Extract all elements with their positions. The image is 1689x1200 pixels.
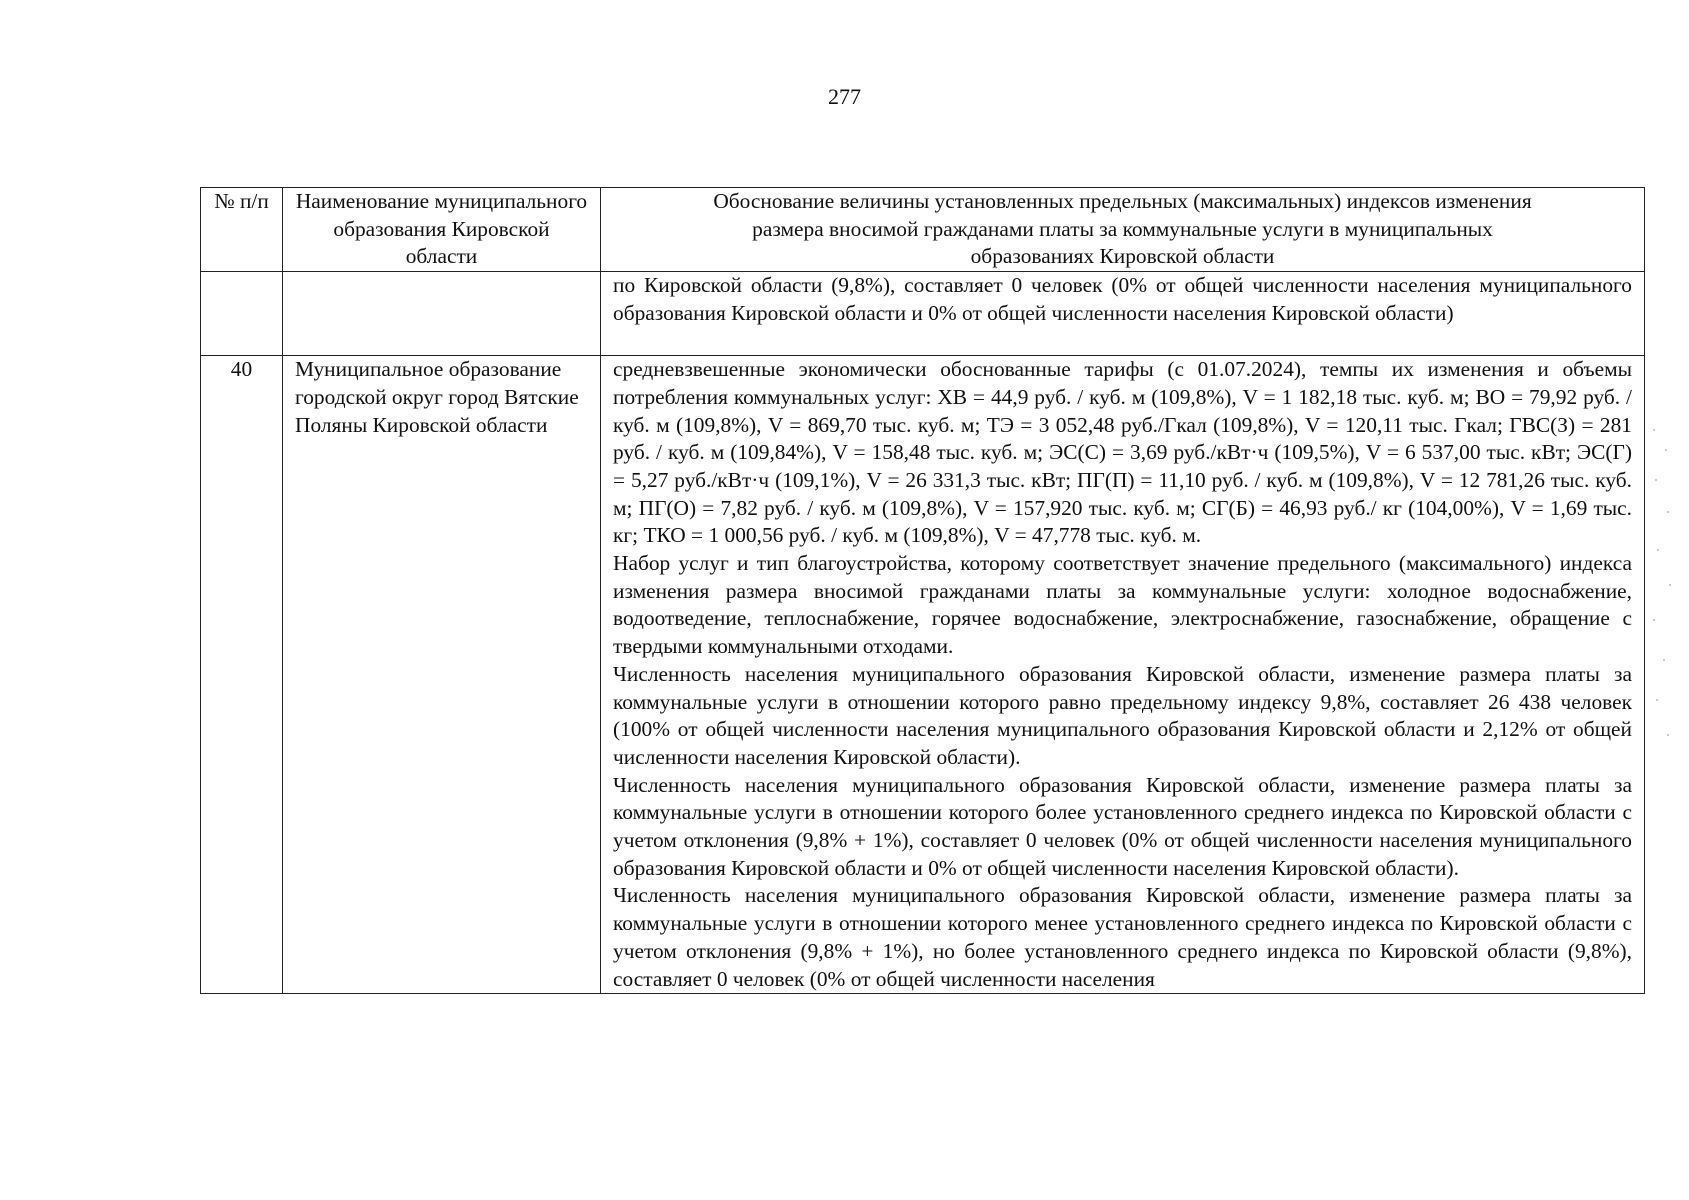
continuation-number-cell [201,272,283,356]
table-row-40 [201,356,1645,994]
header-municipality-label: Наименование муниципального образования Кировской области [295,189,588,269]
population-equal-index-paragraph: Численность населения муниципального образования Кировской области, изменение размера платы за коммунальные услуги в отношении которого равно предельному индексу 9,8%, составляет 26 438 человек (100% от общей численности населения муниципального образования Кировской области и 2,12% от общей численности населения Кировской области). [613,661,1632,769]
justification-cell [601,356,1645,994]
header-number-label: № п/п [214,189,269,213]
continuation-name-cell [283,272,601,356]
services-set-paragraph: Набор услуг и тип благоустройства, которому соответствует значение предельного (максимального) индекса изменения размера вносимой гражданами платы за коммунальные услуги: холодное водоснабжение, водоотведение, теплоснабжение, горячее водоснабжение, электроснабжение, газоснабжение, обращение с твердыми коммунальными отходами. [613,551,1632,659]
header-justification [601,188,1645,272]
header-number [201,188,283,272]
table-row-continuation [201,272,1645,356]
population-above-index-paragraph: Численность населения муниципального образования Кировской области, изменение размера платы за коммунальные услуги в отношении которого более установленного среднего индекса по Кировской области с учетом отклонения (9,8% + 1%), составляет 0 человек (0% от общей численности населения муниципального образования Кировской области и 0% от общей численности населения Кировской области). [613,772,1632,880]
header-justification-label: Обоснование величины установленных предельных (максимальных) индексов изменения размера вносимой гражданами платы за коммунальные услуги в муниципальных образованиях Кировской области [713,189,1532,269]
tariffs-paragraph: средневзвешенные экономически обоснованные тарифы (с 01.07.2024), темпы их изменения и объемы потребления коммунальных услуг: ХВ = 44,9 руб. / куб. м (109,8%), V = 1 182,18 тыс. куб. м; ВО = 79,92 руб. / куб. м (109,8%), V = 869,70 тыс. куб. м; ТЭ = 3 052,48 руб./Гкал (109,8%), V = 120,11 тыс. Гкал; ГВС(З) = 281 руб. / куб. м (109,84%), V = 158,48 тыс. куб. м; ЭС(С) = 3,69 руб./кВт·ч (109,5%), V = 6 537,00 тыс. кВт; ЭС(Г) = 5,27 руб./кВт·ч (109,1%), V = 26 331,3 тыс. кВт; ПГ(П) = 11,10 руб. / куб. м (109,8%), V = 12 781,26 тыс. куб. м; ПГ(О) = 7,82 руб. / куб. м (109,8%), V = 157,920 тыс. куб. м; СГ(Б) = 46,93 руб./ кг (104,00%), V = 1,69 тыс. кг; ТКО = 1 000,56 руб. / куб. м (109,8%), V = 47,778 тыс. куб. м. [613,357,1632,548]
table-header-row [201,188,1645,272]
population-between-index-paragraph: Численность населения муниципального образования Кировской области, изменение размера платы за коммунальные услуги в отношении которого менее установленного среднего индекса по Кировской области с учетом отклонения (9,8% + 1%), но более установленного среднего индекса по Кировской области (9,8%), составляет 0 человек (0% от общей численности населения [613,883,1632,991]
municipality-name-cell: Муниципальное образование городской округ город Вятские Поляны Кировской области [283,356,601,994]
continuation-text-cell: по Кировской области (9,8%), составляет 0 человек (0% от общей численности населения муниципального образования Кировской области и 0% от общей численности населения Кировской области) [601,272,1645,356]
tariff-justification-table [200,187,1645,994]
header-municipality-name [283,188,601,272]
row-number-cell: 40 [201,356,283,994]
page-number: 277 [828,84,861,109]
scan-edge-marks [1648,420,1678,750]
